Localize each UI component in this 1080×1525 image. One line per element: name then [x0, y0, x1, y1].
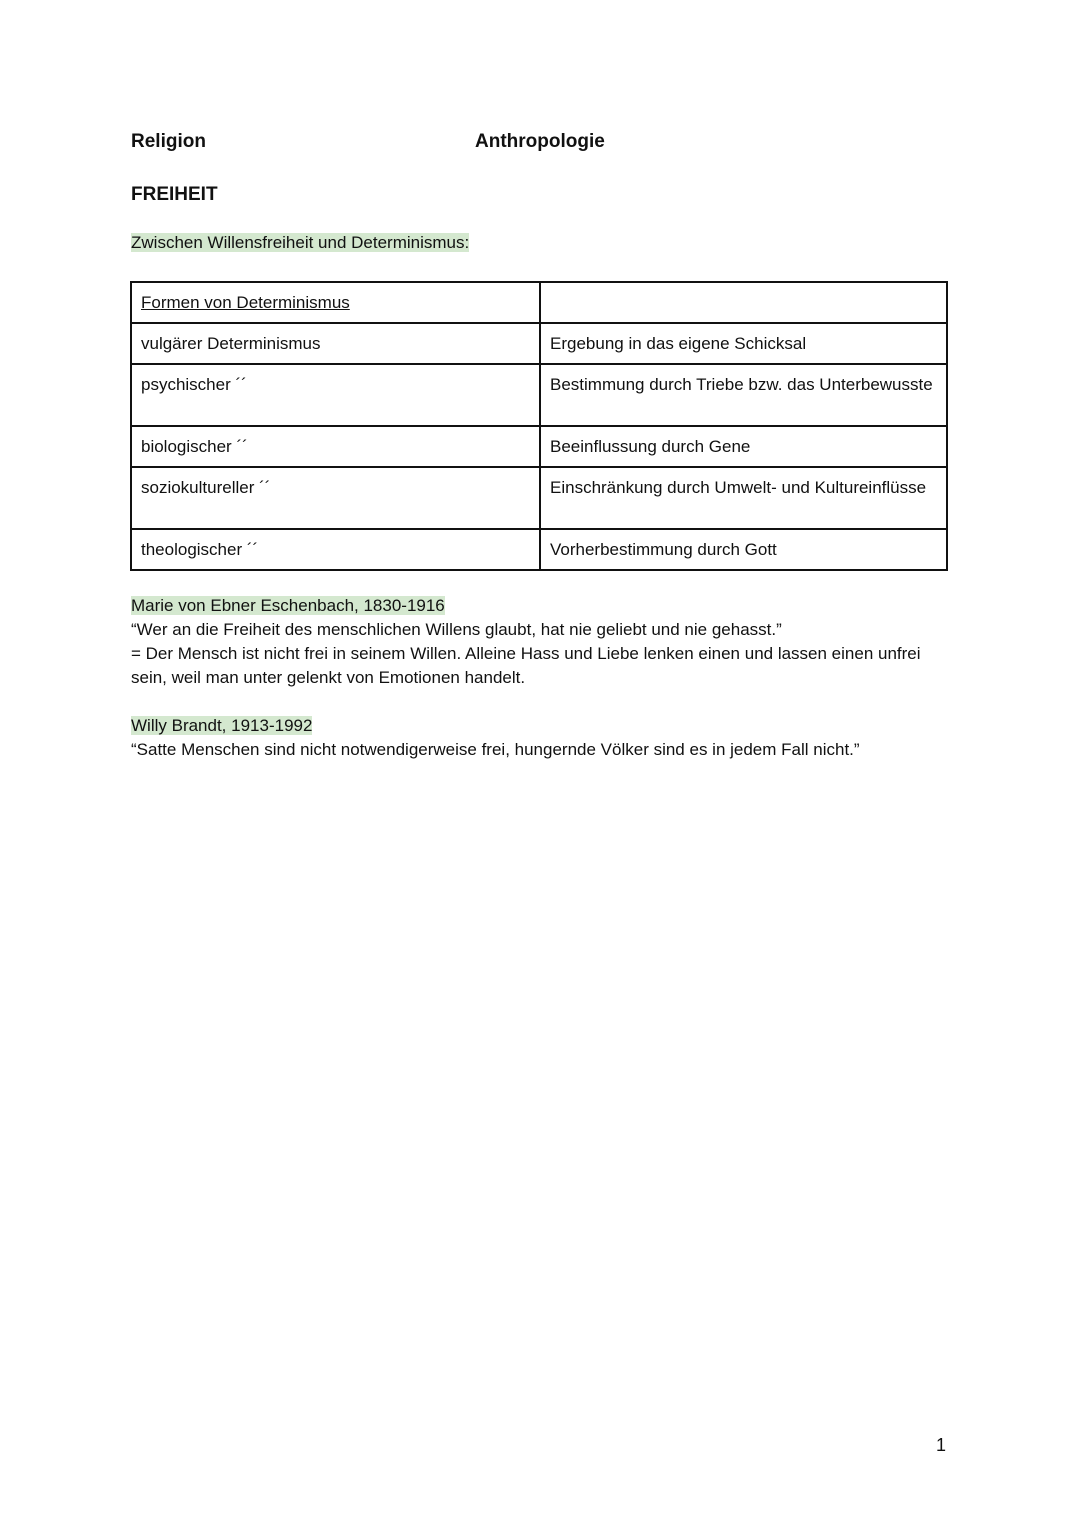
determinism-table [130, 281, 948, 571]
section-title: FREIHEIT [131, 184, 218, 205]
quote-text: “Satte Menschen sind nicht notwendigerweise frei, hungernde Völker sind es in jedem Fall nicht.” [131, 740, 860, 759]
table-row [131, 364, 947, 426]
quote-interpretation: = Der Mensch ist nicht frei in seinem Willen. Alleine Hass und Liebe lenken einen und lassen einen unfrei sein, weil man unter gelenkt von Emotionen handelt. [131, 644, 921, 687]
quote-block-brandt [131, 714, 951, 762]
table-header-cell-1 [131, 282, 540, 323]
table-cell-form: soziokultureller ´´ [131, 467, 540, 529]
table-header-cell-2 [540, 282, 947, 323]
table-cell-description: Vorherbestimmung durch Gott [540, 529, 947, 570]
table-row [131, 467, 947, 529]
table-cell-description: Ergebung in das eigene Schicksal [540, 323, 947, 364]
subheading [131, 233, 469, 253]
table-cell-form: theologischer ´´ [131, 529, 540, 570]
quote-author [131, 594, 951, 618]
quote-text: “Wer an die Freiheit des menschlichen Willens glaubt, hat nie geliebt und nie gehasst.” [131, 620, 782, 639]
table-cell-description: Bestimmung durch Triebe bzw. das Unterbewusste [540, 364, 947, 426]
table-cell-description: Beeinflussung durch Gene [540, 426, 947, 467]
header-subject: Religion [131, 131, 206, 152]
table-cell-form: biologischer ´´ [131, 426, 540, 467]
quote-author-text: Willy Brandt, 1913-1992 [131, 716, 313, 735]
table-header-text: Formen von Determinismus [141, 293, 350, 312]
table-cell-form: psychischer ´´ [131, 364, 540, 426]
table-row [131, 426, 947, 467]
table-cell-description: Einschränkung durch Umwelt- und Kultureinflüsse [540, 467, 947, 529]
quote-block-ebner-eschenbach [131, 594, 951, 690]
quote-author-text: Marie von Ebner Eschenbach, 1830-1916 [131, 596, 445, 615]
quote-author [131, 714, 951, 738]
page-number: 1 [935, 1435, 946, 1455]
table-row [131, 323, 947, 364]
subheading-text: Zwischen Willensfreiheit und Determinismus: [131, 233, 470, 252]
table-row [131, 529, 947, 570]
table-cell-form: vulgärer Determinismus [131, 323, 540, 364]
header-topic: Anthropologie [475, 131, 605, 152]
table-header-row [131, 282, 947, 323]
